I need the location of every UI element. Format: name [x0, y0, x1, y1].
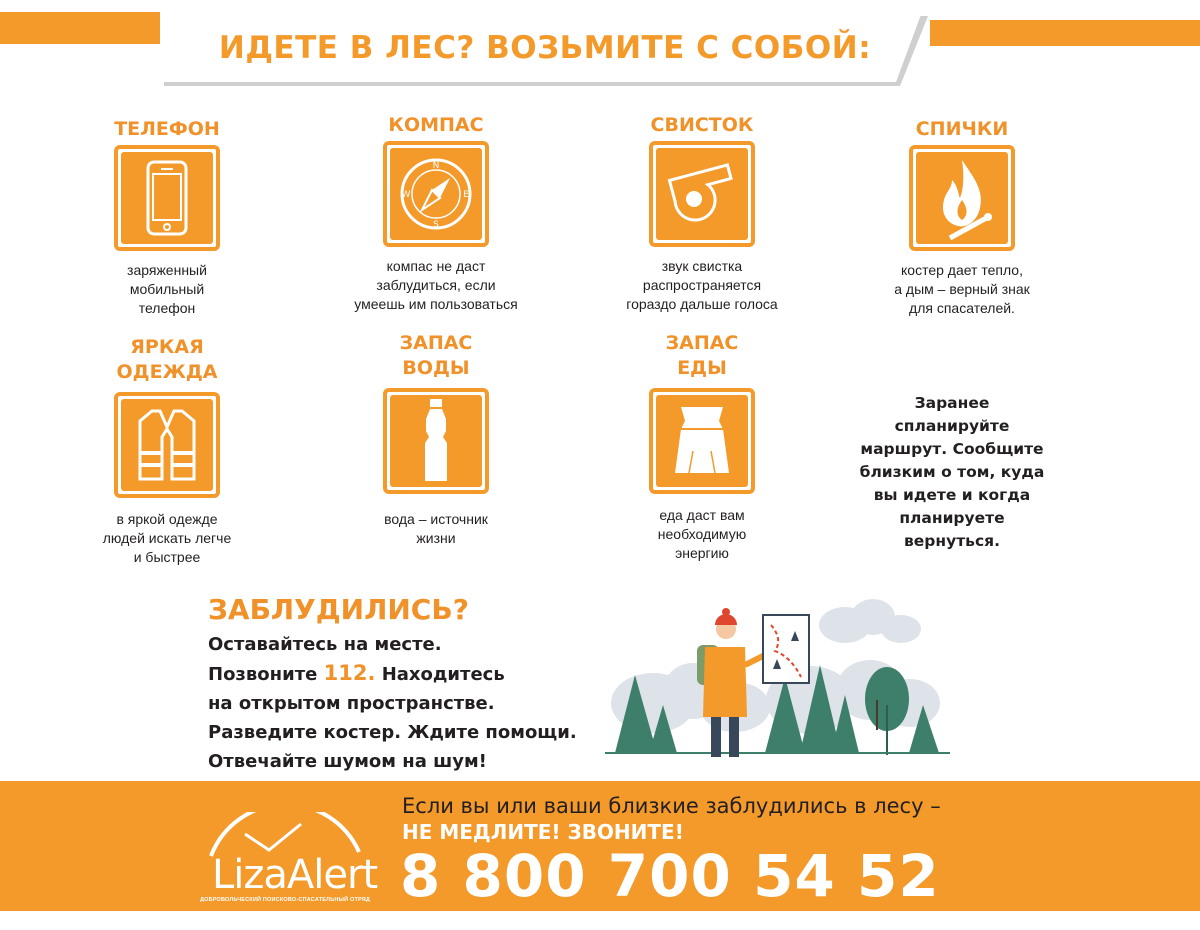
logo-subtitle: ДОБРОВОЛЬЧЕСКИЙ ПОИСКОВО-СПАСАТЕЛЬНЫЙ ОТРЯД: [200, 897, 371, 903]
item-title: ЗАПАС ЕДЫ: [665, 332, 739, 379]
lost-title: ЗАБЛУДИЛИСЬ?: [208, 593, 469, 626]
item-compass: [331, 113, 541, 314]
item-description: заряженный мобильный телефон: [127, 262, 207, 316]
svg-text:W: W: [401, 190, 411, 200]
water-bottle-icon: [383, 388, 489, 494]
item-description: звук свистка распространяется гораздо дальше голоса: [626, 258, 778, 312]
item-description: в яркой одежде людей искать легче и быстрее: [102, 511, 232, 565]
item-matches: [857, 117, 1067, 318]
hotline-phone-number[interactable]: 8 800 700 54 52: [400, 842, 940, 910]
footer-text: Если вы или ваши близкие заблудились в лесу –: [402, 794, 941, 818]
header-bar-right: [930, 20, 1200, 46]
svg-text:S: S: [433, 220, 439, 230]
vest-icon: [114, 392, 220, 498]
lizaalert-logo: LizaAlert: [212, 852, 378, 898]
item-food: [597, 331, 807, 563]
item-title: СВИСТОК: [650, 114, 754, 136]
compass-icon: [383, 141, 489, 247]
item-description: костер дает тепло, а дым – верный знак для спасателей.: [894, 262, 1030, 316]
lost-instructions: Оставайтесь на месте. Позвоните 112. Находитесь на открытом пространстве. Разведите костер. Ждите помощи. Отвечайте шумом на шум!: [208, 634, 577, 772]
page-title: ИДЕТЕ В ЛЕС? ВОЗЬМИТЕ С СОБОЙ:: [218, 30, 872, 66]
item-title: КОМПАС: [388, 114, 484, 136]
svg-text:E: E: [463, 190, 469, 200]
item-title: СПИЧКИ: [915, 118, 1009, 140]
item-title: ЯРКАЯ ОДЕЖДА: [116, 336, 218, 383]
emergency-number: 112.: [323, 661, 376, 685]
item-description: вода – источник жизни: [384, 511, 488, 546]
item-description: компас не даст заблудиться, если умеешь им пользоваться: [354, 258, 518, 312]
header-bar-left: [0, 12, 160, 44]
item-whistle: [597, 113, 807, 314]
item-bright-clothes: [62, 335, 272, 567]
header-banner: [160, 12, 930, 90]
match-flame-icon: [909, 145, 1015, 251]
item-title: ЗАПАС ВОДЫ: [399, 332, 473, 379]
whistle-icon: [649, 141, 755, 247]
food-bag-icon: [649, 388, 755, 494]
phone-icon: [114, 145, 220, 251]
item-title: ТЕЛЕФОН: [114, 118, 220, 140]
svg-text:N: N: [432, 161, 440, 171]
footer-callout: НЕ МЕДЛИТЕ! ЗВОНИТЕ!: [402, 820, 684, 844]
hiker-forest-illustration: [605, 595, 955, 770]
item-description: еда даст вам необходимую энергию: [657, 507, 747, 561]
plan-route-note: Заранее спланируйте маршрут. Сообщите близким о том, куда вы идете и когда планируете вернуться.: [859, 394, 1045, 550]
item-phone: [62, 117, 272, 318]
item-water: [331, 331, 541, 548]
